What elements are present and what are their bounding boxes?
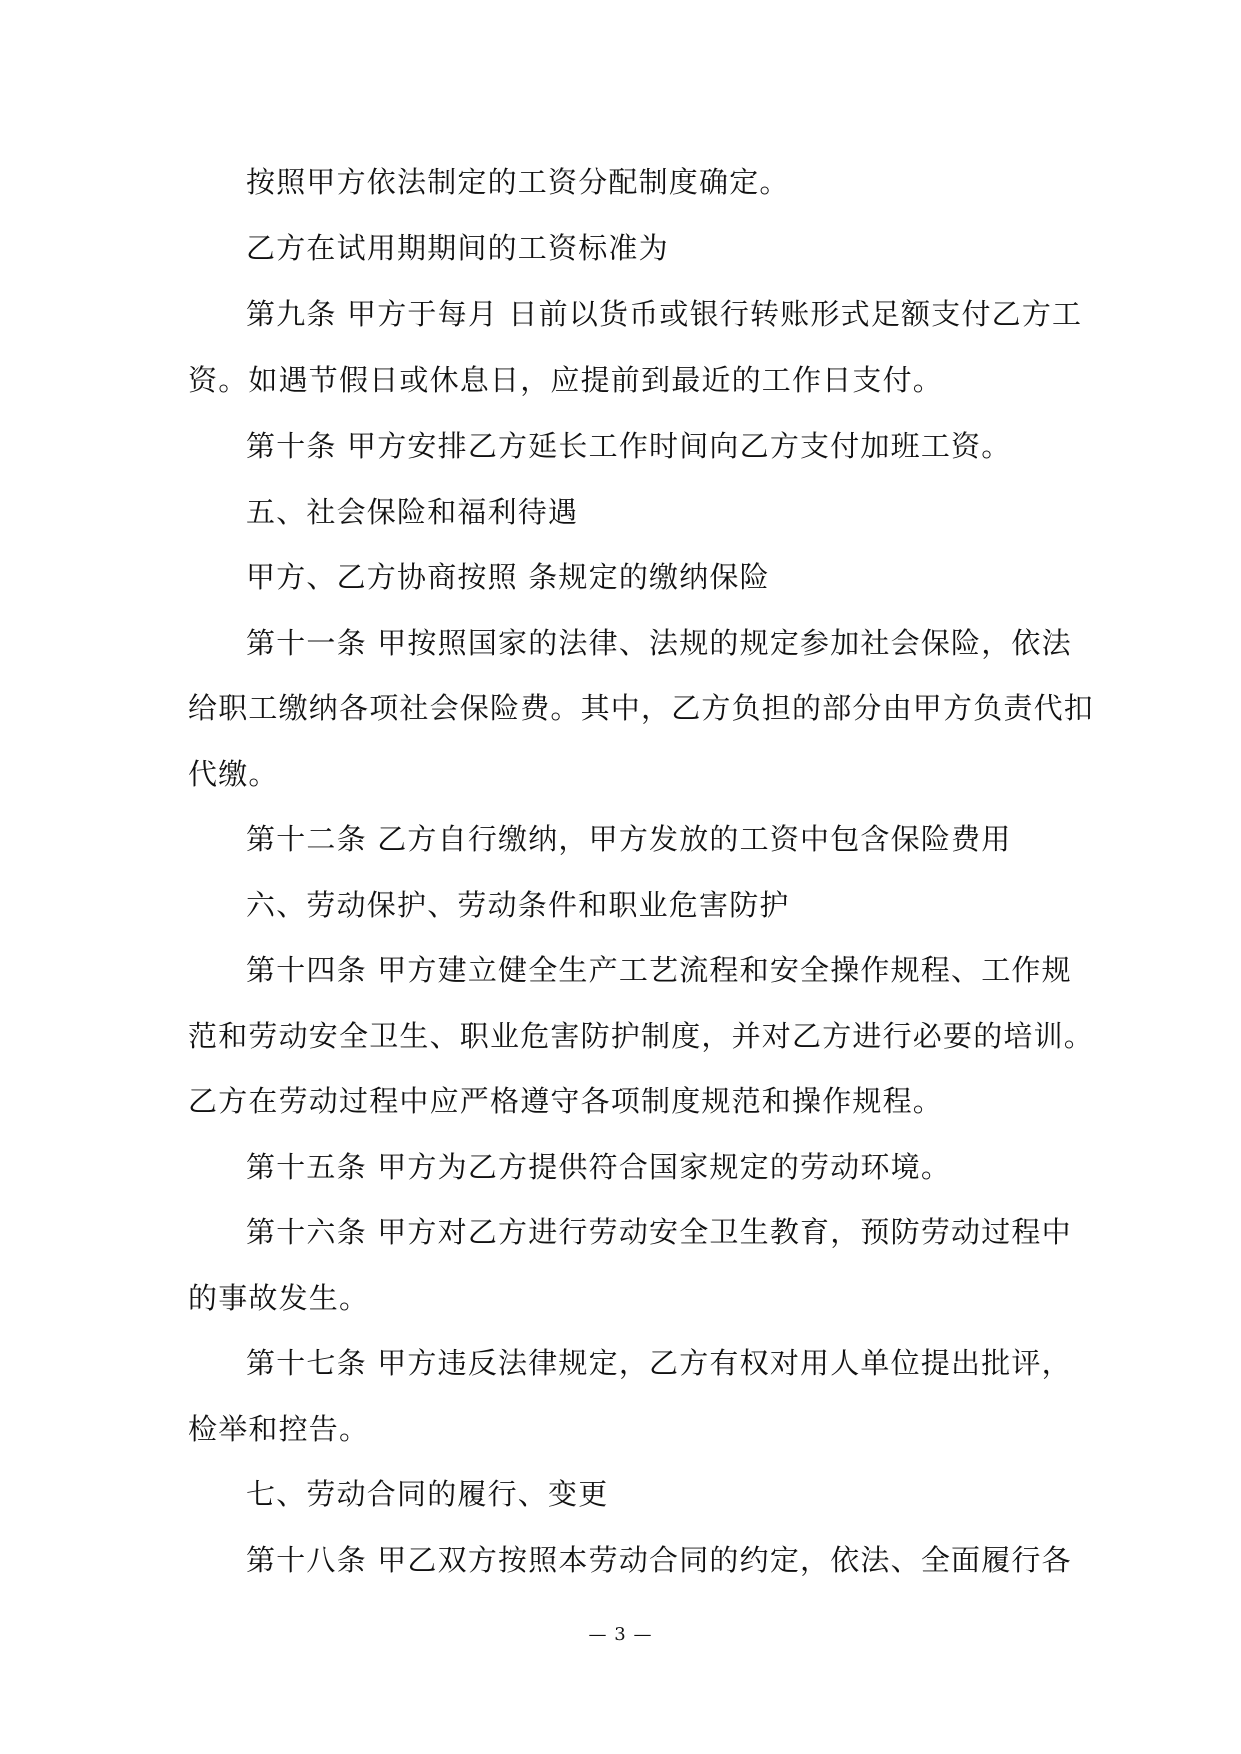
text-line: 乙方在劳动过程中应严格遵守各项制度规范和操作规程。: [188, 1084, 944, 1118]
text-line: 的事故发生。: [188, 1281, 370, 1315]
section-heading: 七、劳动合同的履行、变更: [246, 1477, 609, 1511]
text-line: 第十四条 甲方建立健全生产工艺流程和安全操作规程、工作规: [246, 953, 1072, 987]
text-line: 第九条 甲方于每月 日前以货币或银行转账形式足额支付乙方工: [246, 297, 1083, 331]
text-line: 第十八条 甲乙双方按照本劳动合同的约定，依法、全面履行各: [246, 1543, 1072, 1577]
text-line: 检举和控告。: [188, 1412, 370, 1446]
text-line: 甲方、乙方协商按照 条规定的缴纳保险: [246, 560, 770, 594]
text-line: 第十一条 甲按照国家的法律、法规的规定参加社会保险，依法: [246, 626, 1072, 660]
section-heading: 五、社会保险和福利待遇: [246, 495, 579, 529]
text-line: 范和劳动安全卫生、职业危害防护制度，并对乙方进行必要的培训。: [188, 1019, 1095, 1053]
text-line: 第十六条 甲方对乙方进行劳动安全卫生教育，预防劳动过程中: [246, 1215, 1072, 1249]
text-line: 按照甲方依法制定的工资分配制度确定。: [246, 165, 790, 199]
text-line: 第十七条 甲方违反法律规定，乙方有权对用人单位提出批评，: [246, 1346, 1072, 1380]
text-line: 第十二条 乙方自行缴纳，甲方发放的工资中包含保险费用: [246, 822, 1012, 856]
text-line: 第十条 甲方安排乙方延长工作时间向乙方支付加班工资。: [246, 429, 1012, 463]
text-line: 给职工缴纳各项社会保险费。其中，乙方负担的部分由甲方负责代扣: [188, 691, 1095, 725]
text-line: 乙方在试用期期间的工资标准为: [246, 231, 669, 265]
section-heading: 六、劳动保护、劳动条件和职业危害防护: [246, 888, 790, 922]
page-number: — 3 —: [588, 1624, 653, 1645]
text-line: 代缴。: [188, 757, 279, 791]
text-line: 第十五条 甲方为乙方提供符合国家规定的劳动环境。: [246, 1150, 952, 1184]
text-line: 资。如遇节假日或休息日，应提前到最近的工作日支付。: [188, 363, 944, 397]
